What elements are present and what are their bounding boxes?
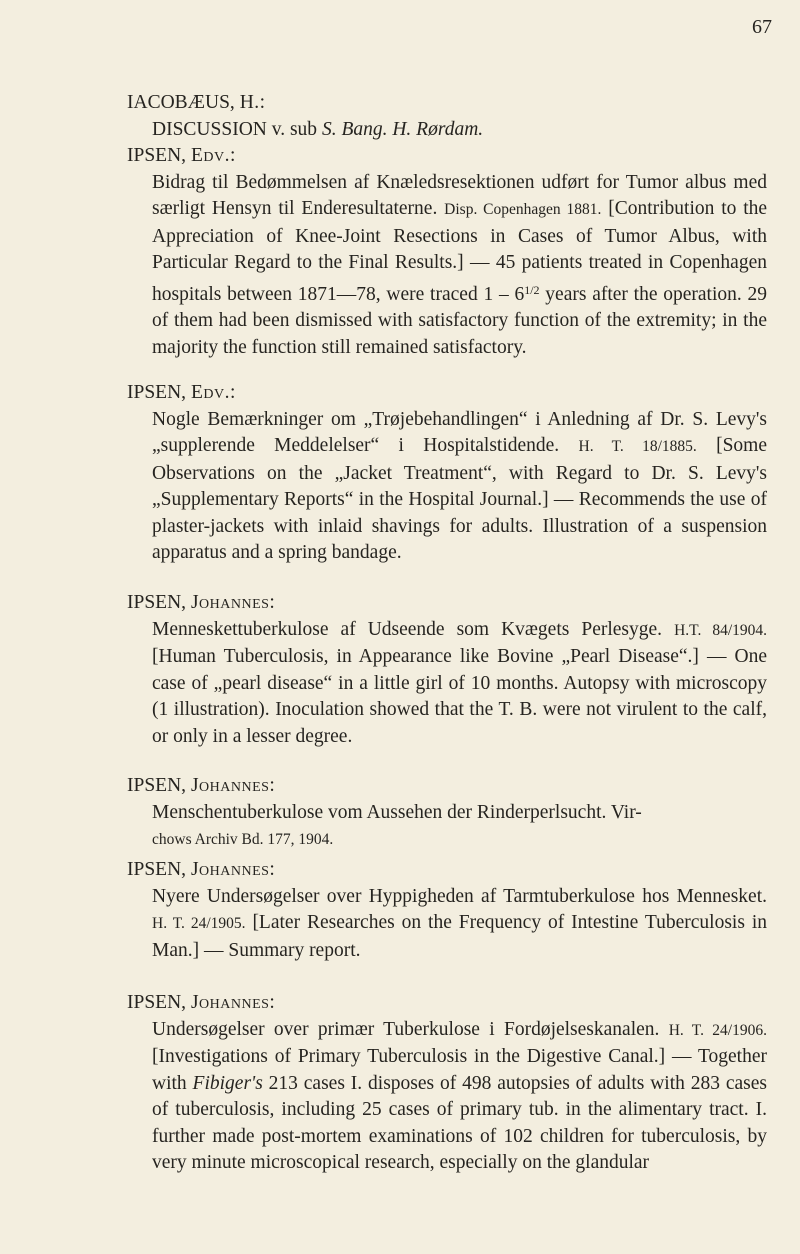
entry-body: [127, 407, 767, 567]
bibliography-entry: [127, 143, 767, 361]
english-summary: [Some Observations on the „Jacket Treatment“, with Regard to Dr. S. Levy's „Supplementary Reports“ in the Hospital Journal.] — Recommends the use of plaster-jackets with inlaid shavings for adults. Illustration of a suspension apparatus and a spring bandage.: [152, 435, 768, 563]
author-given: Johannes:: [190, 859, 276, 880]
entry-body: [127, 170, 767, 362]
english-summary: [Contribution to the Appreciation of Knee-Joint Resections in Cases of Tumor Albus, with Particular Regard to the Final Results.] — 45 patients treated in Copenhagen hospitals between 1871—78, were traced 1 – 6: [152, 198, 768, 305]
entry-body: [127, 617, 767, 751]
english-summary: [Investigations of Primary Tuberculosis in the Digestive Canal.] — Together with: [152, 1046, 767, 1094]
author-heading: [127, 857, 767, 884]
cited-author: Fibiger's: [192, 1072, 263, 1094]
danish-title: Menschentuberkulose vom Aussehen der Rinderperlsucht. Vir-: [152, 801, 642, 823]
author-given: Edv.:: [190, 145, 236, 166]
bibliography-entry: [127, 380, 767, 567]
citation: chows Archiv Bd. 177, 1904.: [152, 831, 334, 848]
danish-title: Nyere Undersøgelser over Hyppigheden af Tarmtuberkulose hos Mennesket.: [152, 885, 767, 907]
entry-text: DISCUSSION v. sub: [152, 118, 322, 140]
citation: H. T. 18/1885.: [578, 438, 697, 455]
bibliography-entry: [127, 990, 767, 1177]
entry-body: [127, 884, 767, 965]
fraction: 1/2: [524, 282, 540, 297]
author-surname: IPSEN,: [127, 859, 187, 880]
author-surname: IPSEN,: [127, 592, 187, 613]
page-number: 67: [752, 16, 772, 38]
english-summary-end: 213 cases I. disposes of 498 autopsies of adults with 283 cases of tuberculosis, including 25 cases of primary tub. in the alimentary tract. I. further made post-mortem examinations of 102 children for tuberculosis, by very minute microscopical research, especially on the glandular: [152, 1072, 767, 1173]
author-heading: [127, 990, 767, 1017]
author-heading: [127, 90, 767, 117]
citation: H.T. 84/1904.: [674, 621, 768, 639]
author-surname: IPSEN,: [127, 145, 187, 166]
entry-body: [127, 117, 767, 144]
danish-title: Menneskettuberkulose af Udseende som Kvægets Perlesyge.: [152, 618, 663, 640]
author-heading: [127, 590, 767, 617]
author-heading: [127, 380, 767, 407]
author-given: Johannes:: [190, 592, 276, 613]
entry-body: [127, 800, 767, 854]
author-heading: [127, 143, 767, 170]
author-surname: IPSEN,: [127, 775, 187, 796]
author-heading: [127, 773, 767, 800]
bibliography-entry: [127, 590, 767, 750]
author-given: Johannes:: [190, 992, 276, 1013]
citation: Disp. Copenhagen 1881.: [444, 201, 602, 218]
citation: H. T. 24/1906.: [668, 1021, 767, 1039]
bibliography-entry: [127, 90, 767, 143]
bibliography-entry: [127, 773, 767, 854]
author-surname: IACOBÆUS,: [127, 92, 235, 113]
danish-title: Undersøgelser over primær Tuberkulose i Fordøjelseskanalen.: [152, 1018, 660, 1040]
bibliography-entry: [127, 857, 767, 964]
english-summary: [Later Researches on the Frequency of Intestine Tuberculosis in Man.] — Summary report.: [152, 912, 768, 961]
danish-title: Nogle Bemærkninger om „Trøjebehandlingen“ i Anledning af Dr. S. Levy's „supplerende Meddelelser“ i Hospitalstidende.: [152, 408, 767, 456]
author-given: Edv.:: [190, 382, 236, 403]
author-surname: IPSEN,: [127, 382, 187, 403]
danish-title: Bidrag til Bedømmelsen af Knæledsresektionen udført for Tumor albus med særligt Hensyn til Enderesultaterne.: [152, 171, 767, 219]
english-summary-end: years after the operation. 29 of them had been dismissed with satisfactory function of the extremity; in the majority the function still remained satisfactory.: [152, 283, 767, 358]
author-given: H.:: [239, 92, 266, 113]
cross-reference: S. Bang. H. Rørdam.: [321, 118, 484, 140]
citation: H. T. 24/1905.: [152, 915, 246, 932]
english-summary: [Human Tuberculosis, in Appearance like Bovine „Pearl Disease“.] — One case of „pearl disease“ in a little girl of 10 months. Autopsy with microscopy (1 illustration). Inoculation showed that the T. B. were not virulent to the calf, or only in a lesser degree.: [152, 646, 767, 747]
entry-body: [127, 1017, 767, 1177]
author-given: Johannes:: [190, 775, 276, 796]
author-surname: IPSEN,: [127, 992, 187, 1013]
